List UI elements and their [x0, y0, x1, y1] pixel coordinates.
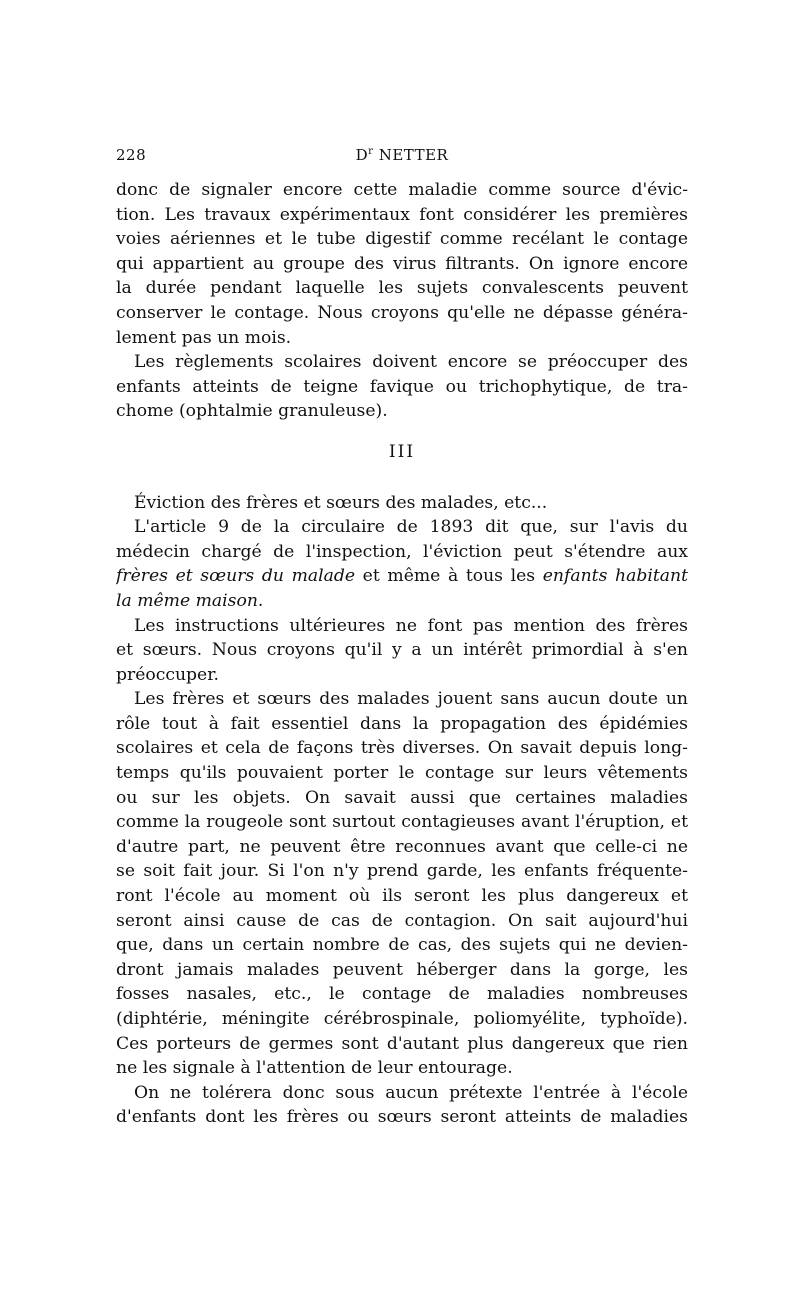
- paragraph-3: [116, 491, 688, 516]
- running-head-superscript: r: [368, 146, 374, 157]
- running-head: [116, 146, 688, 164]
- body-text: [116, 178, 688, 1130]
- text-line: comme la rougeole sont surtout contagieuses avant l'éruption, et: [116, 812, 688, 833]
- text-line: temps qu'ils pouvaient porter le contage sur leurs vêtements: [116, 763, 688, 784]
- text-line: enfants atteints de teigne favique ou trichophytique, de tra-: [116, 376, 688, 397]
- text-line: ne les signale à l'attention de leur entourage.: [116, 1058, 513, 1079]
- text-line: préoccuper.: [116, 664, 220, 685]
- text-line-mixed: [116, 564, 688, 589]
- text-line: L'article 9 de la circulaire de 1893 dit que, sur l'avis du: [134, 517, 688, 538]
- text-line: donc de signaler encore cette maladie comme source d'évic-: [116, 180, 688, 200]
- text-line: voies aériennes et le tube digestif comme recélant le contage: [116, 229, 688, 250]
- text-line: chome (ophtalmie granuleuse).: [116, 401, 388, 422]
- paragraph-1: [116, 178, 688, 350]
- text-line: Ces porteurs de germes sont d'autant plus dangereux que rien: [116, 1033, 688, 1054]
- text-line: Les instructions ultérieures ne font pas mention des frères: [134, 615, 688, 636]
- text-line: d'autre part, ne peuvent être reconnues avant que celle-ci ne: [116, 836, 688, 857]
- text-line: seront ainsi cause de cas de contagion. On sait aujourd'hui: [116, 910, 688, 931]
- paragraph-4: [116, 515, 688, 613]
- plain-phrase: et même à tous les: [355, 566, 543, 587]
- text-line: rôle tout à fait essentiel dans la propagation des épidémies: [116, 713, 688, 734]
- italic-phrase: enfants habitant: [542, 566, 688, 587]
- book-page: [116, 146, 688, 1130]
- text-line: fosses nasales, etc., le contage de maladies nombreuses: [116, 984, 688, 1005]
- text-line: que, dans un certain nombre de cas, des sujets qui ne devien-: [116, 935, 688, 956]
- running-head-prefix: D: [355, 146, 369, 164]
- text-line: ou sur les objets. On savait aussi que certaines maladies: [116, 787, 688, 808]
- section-heading: III: [388, 441, 416, 462]
- page-header: [116, 146, 688, 170]
- text-line: Les règlements scolaires doivent encore se préoccuper des: [134, 352, 688, 373]
- paragraph-2: [116, 350, 688, 424]
- text-line: (diphtérie, méningite cérébrospinale, poliomyélite, typhoïde).: [116, 1009, 688, 1029]
- italic-phrase: frères et sœurs du malade: [116, 566, 356, 587]
- paragraph-5: [116, 614, 688, 688]
- text-line: conserver le contage. Nous croyons qu'elle ne dépasse généra-: [116, 302, 688, 323]
- text-line: se soit fait jour. Si l'on n'y prend garde, les enfants fréquente-: [116, 861, 688, 882]
- text-line: d'enfants dont les frères ou sœurs seront atteints de maladies: [116, 1107, 688, 1128]
- page-number: 228: [116, 146, 147, 164]
- text-line: Les frères et sœurs des malades jouent sans aucun doute un: [134, 689, 688, 710]
- text-line: On ne tolérera donc sous aucun prétexte l'entrée à l'école: [134, 1082, 688, 1103]
- running-head-author: NETTER: [378, 146, 449, 164]
- text-line: tion. Les travaux expérimentaux font considérer les premières: [116, 204, 688, 225]
- text-line: médecin chargé de l'inspection, l'éviction peut s'étendre aux: [116, 541, 688, 562]
- text-line: et sœurs. Nous croyons qu'il y a un intérêt primordial à s'en: [116, 640, 688, 661]
- text-line: Éviction des frères et sœurs des malades, etc...: [134, 492, 548, 513]
- text-line: ront l'école au moment où ils seront les plus dangereux et: [116, 886, 688, 907]
- paragraph-6: [116, 687, 688, 1081]
- text-line: la même maison.: [116, 590, 264, 611]
- text-line: scolaires et cela de façons très diverses. On savait depuis long-: [116, 738, 688, 759]
- text-line: lement pas un mois.: [116, 327, 292, 348]
- text-line: qui appartient au groupe des virus filtrants. On ignore encore: [116, 253, 688, 274]
- paragraph-7: [116, 1081, 688, 1130]
- text-line: dront jamais malades peuvent héberger dans la gorge, les: [116, 959, 688, 980]
- text-line: la durée pendant laquelle les sujets convalescents peuvent: [116, 278, 688, 299]
